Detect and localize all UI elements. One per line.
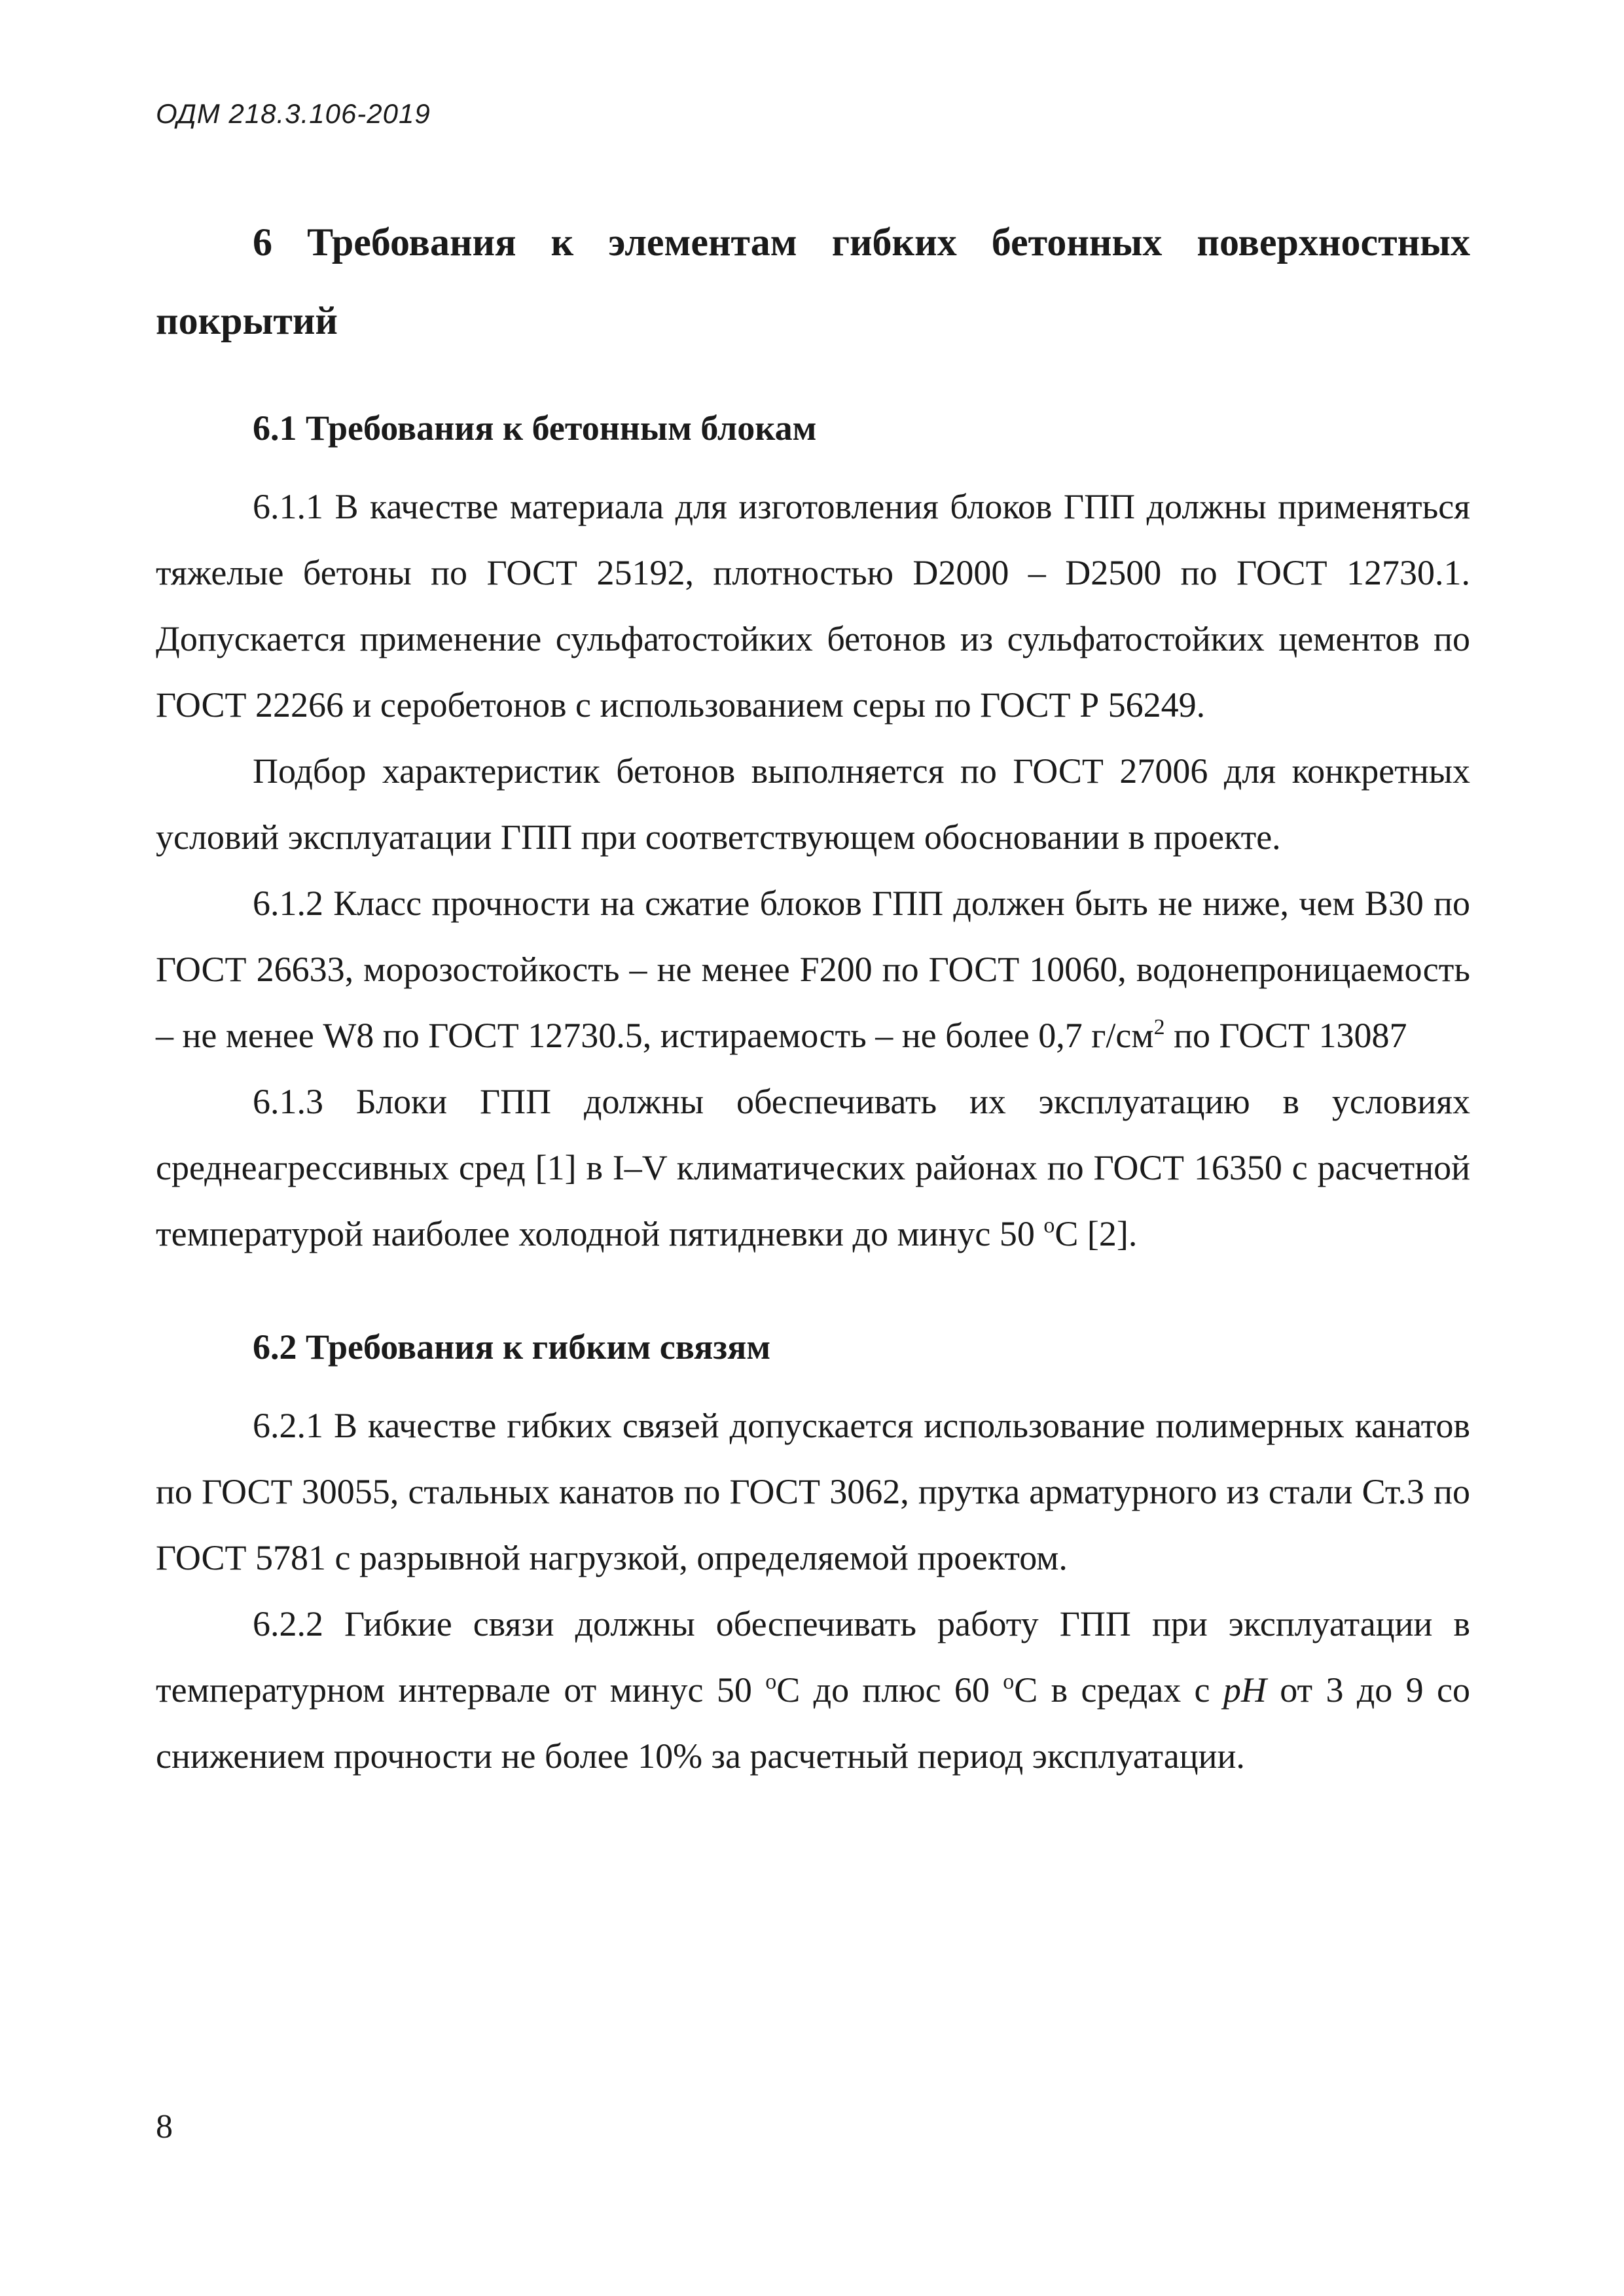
degree-mark: о <box>1003 1670 1015 1694</box>
paragraph-6-2-2-text-c: С в средах с <box>1014 1670 1223 1710</box>
ph-symbol: pH <box>1223 1670 1267 1710</box>
paragraph-6-2-2-text-d: от 3 до 9 со снижением прочности не более 10% за расчетный период эксплуатации. <box>156 1670 1470 1776</box>
page-number: 8 <box>156 2108 173 2145</box>
superscript-squared: 2 <box>1153 1015 1165 1039</box>
section-title-6-2: 6.2 Требования к гибким связям <box>253 1327 771 1367</box>
degree-mark: о <box>1043 1213 1055 1238</box>
paragraph-6-1-1: 6.1.1 В качестве материала для изготовления блоков ГПП должны применяться тяжелые бетоны по ГОСТ 25192, плотностью D2000 – D2500 по ГОСТ 12730.1. Допускается применение сульфатостойких бетонов из сульфатостойких цементов по ГОСТ 22266 и серобетонов с использованием серы по ГОСТ Р 56249. <box>156 487 1470 725</box>
paragraph-6-1-2 <box>156 870 1470 1069</box>
paragraph-6-2-2-text-a: 6.2.2 Гибкие связи должны обеспечивать работу ГПП при эксплуатации в температурном интервале от минус 50 <box>156 1604 1470 1710</box>
section-title-6-1: 6.1 Требования к бетонным блокам <box>253 408 817 448</box>
degree-mark: о <box>765 1670 777 1694</box>
page-content <box>156 203 1470 1789</box>
document-code: ОДМ 218.3.106-2019 <box>156 98 431 129</box>
chapter-title: 6 Требования к элементам гибких бетонных поверхностных покрытий <box>156 221 1470 342</box>
paragraph-6-2-2-text-b: С до плюс 60 <box>776 1670 1003 1710</box>
paragraph-6-1-3-text: 6.1.3 Блоки ГПП должны обеспечивать их эксплуатацию в условиях среднеагрессивных сред [1] в I–V климатических районах по ГОСТ 16350 с расчетной температурой наиболее холодной пятидневки до минус 50 <box>156 1082 1470 1253</box>
paragraph-6-1-3-tail: С [2]. <box>1055 1214 1138 1253</box>
paragraph-6-1-3 <box>156 1069 1470 1267</box>
paragraph-6-2-1: 6.2.1 В качестве гибких связей допускается использование полимерных канатов по ГОСТ 30055, стальных канатов по ГОСТ 3062, прутка арматурного из стали Ст.3 по ГОСТ 5781 с разрывной нагрузкой, определяемой проектом. <box>156 1406 1470 1577</box>
paragraph-6-1-2-tail: по ГОСТ 13087 <box>1164 1016 1407 1055</box>
paragraph-6-1-2-text: 6.1.2 Класс прочности на сжатие блоков ГПП должен быть не ниже, чем В30 по ГОСТ 26633, морозостойкость – не менее F200 по ГОСТ 10060, водонепроницаемость – не менее W8 по ГОСТ 12730.5, истираемость – не более 0,7 г/см <box>156 884 1470 1055</box>
paragraph-6-1-1-selection: Подбор характеристик бетонов выполняется по ГОСТ 27006 для конкретных условий эксплуатации ГПП при соответствующем обосновании в проекте. <box>156 751 1470 857</box>
paragraph-6-2-2 <box>156 1591 1470 1789</box>
